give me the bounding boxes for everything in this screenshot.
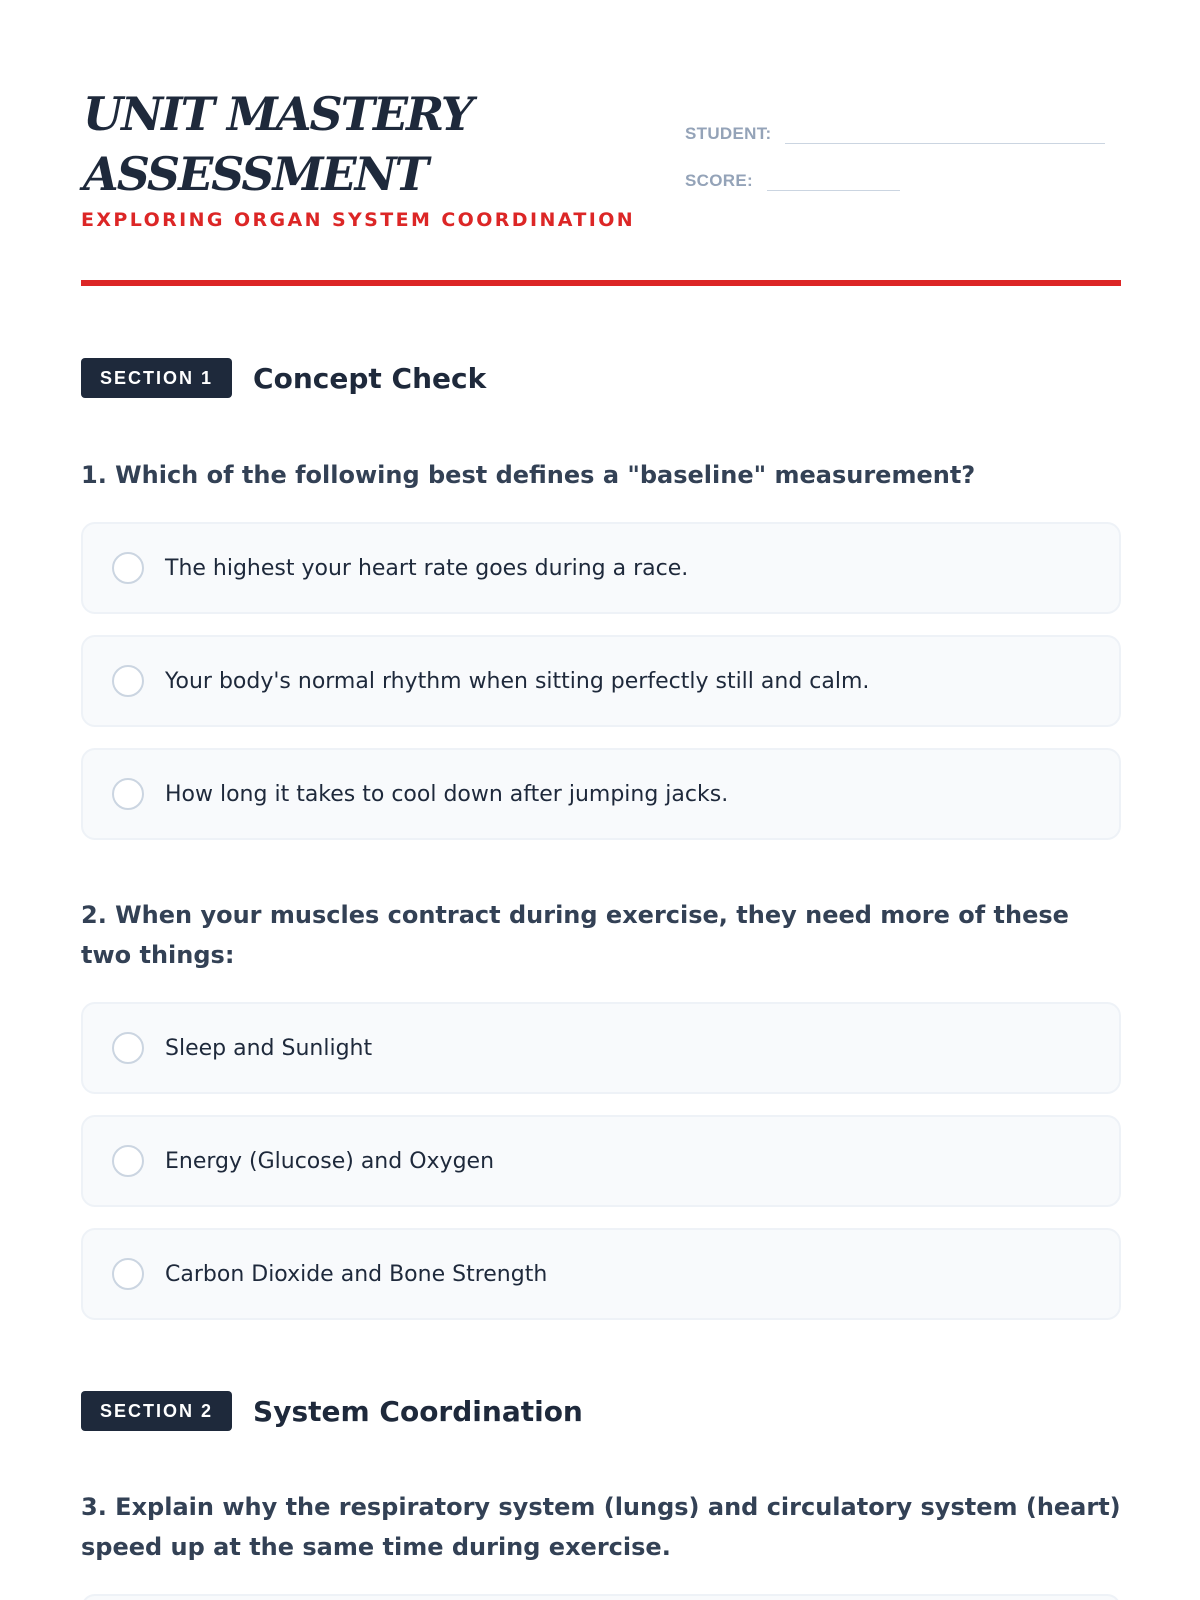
radio-button[interactable] [112, 1145, 144, 1177]
q1-option-3[interactable] [81, 748, 1121, 840]
student-field [685, 124, 1105, 144]
title-line-2: ASSESSMENT [83, 147, 427, 201]
question-3: 3. Explain why the respiratory system (lungs) and circulatory system (heart) speed up at the same time during exercise. [81, 1493, 1121, 1561]
student-label: STUDENT: [685, 124, 772, 143]
q2-option-1[interactable] [81, 1002, 1121, 1094]
q1-option-1[interactable] [81, 522, 1121, 614]
student-name-line[interactable] [785, 124, 1105, 144]
radio-button[interactable] [112, 1032, 144, 1064]
section-1-title: Concept Check [253, 361, 487, 395]
question-1: 1. Which of the following best defines a "baseline" measurement? [81, 461, 976, 489]
q2-option-3[interactable] [81, 1228, 1121, 1320]
option-label: The highest your heart rate goes during a race. [165, 555, 689, 581]
option-label: Your body's normal rhythm when sitting perfectly still and calm. [165, 668, 870, 694]
radio-button[interactable] [112, 778, 144, 810]
q1-option-2[interactable] [81, 635, 1121, 727]
header-divider [81, 280, 1121, 286]
option-label: Sleep and Sunlight [165, 1035, 373, 1061]
radio-button[interactable] [112, 665, 144, 697]
section-1-badge: SECTION 1 [81, 358, 232, 398]
section-1-header [81, 358, 486, 398]
section-2-title: System Coordination [253, 1394, 583, 1428]
page-title [83, 84, 723, 204]
option-label: Carbon Dioxide and Bone Strength [165, 1261, 548, 1287]
radio-button[interactable] [112, 552, 144, 584]
option-label: How long it takes to cool down after jumping jacks. [165, 781, 729, 807]
answer-textarea[interactable] [81, 1594, 1121, 1600]
score-line[interactable] [767, 171, 900, 191]
question-2: 2. When your muscles contract during exercise, they need more of these two things: [81, 901, 1069, 969]
score-field [685, 171, 900, 191]
section-2-badge: SECTION 2 [81, 1391, 232, 1431]
radio-button[interactable] [112, 1258, 144, 1290]
section-2-header [81, 1391, 583, 1431]
q2-option-2[interactable] [81, 1115, 1121, 1207]
assessment-page [81, 0, 1121, 1561]
option-label: Energy (Glucose) and Oxygen [165, 1148, 495, 1174]
score-label: SCORE: [685, 171, 753, 190]
title-line-1: UNIT MASTERY [83, 87, 472, 141]
assessment-header [81, 0, 1121, 290]
page-subtitle: EXPLORING ORGAN SYSTEM COORDINATION [81, 209, 636, 231]
